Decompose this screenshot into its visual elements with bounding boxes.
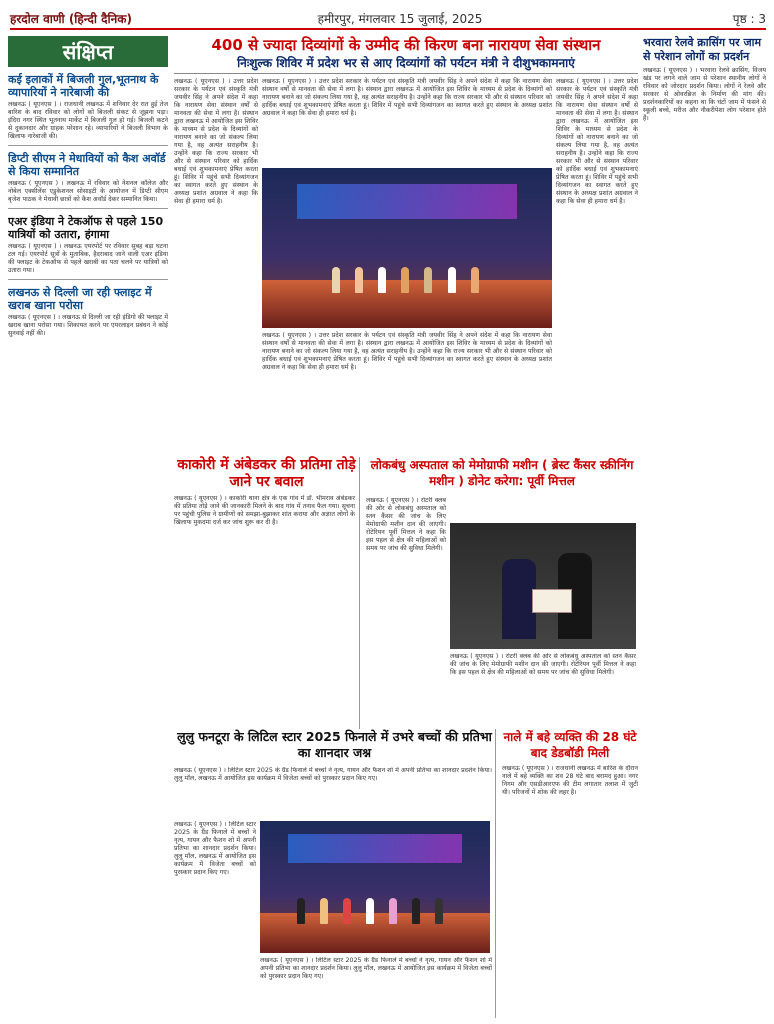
person-figure <box>389 898 397 924</box>
brief-body: लखनऊ ( यूएनएस ) । लखनऊ से दिल्ली जा रही इंडिगो की फ्लाइट में खराब खाना परोसा गया। शिकायत करने पर एयरलाइन प्रबंधन ने कोई सुनवाई नहीं की। <box>8 314 168 337</box>
dateline: हमीरपुर, मंगलवार 15 जुलाई, 2025 <box>317 11 483 26</box>
divider <box>8 208 168 209</box>
lulu-body-lower: लखनऊ ( यूएनएस ) । लिटिल स्टार 2025 के ग्रैंड फिनाले में बच्चों ने नृत्य, गायन और फैशन शो में अपनी प्रतिभा का शानदार प्रदर्शन किया। लुलु मॉल, लखनऊ में आयोजित इस कार्यक्रम में विजेता बच्चों को पुरस्कार प्रदान किए गए। <box>260 957 492 980</box>
person-figure <box>332 267 340 293</box>
right-rail <box>643 36 766 1018</box>
brief-headline: डिप्टी सीएम ने मेधावियों को कैश अवॉर्ड से किया सम्मानित <box>8 152 166 178</box>
masthead <box>10 8 766 30</box>
brief-item <box>8 215 168 275</box>
main-stories <box>174 36 638 1018</box>
person-figure <box>471 267 479 293</box>
story-lulu <box>174 729 496 1018</box>
divider <box>8 145 168 146</box>
person-figure <box>435 898 443 924</box>
ambedkar-body: लखनऊ ( यूएनएस ) । काकोरी थाना क्षेत्र के एक गांव में डॉ. भीमराव अंबेडकर की प्रतिमा तोड़े जाने की जानकारी मिलने के बाद गांव में तनाव फैल गया। सूचना पर पहुंची पुलिस ने ग्रामीणों को समझा-बुझाकर शांत कराया और अज्ञात लोगों के खिलाफ मुकदमा दर्ज कर जांच शुरू कर दी है। <box>174 495 355 526</box>
lead-body-top: लखनऊ ( यूएनएस ) । उत्तर प्रदेश सरकार के पर्यटन एवं संस्कृति मंत्री जयवीर सिंह ने अपने संदेश में कहा कि नारायण सेवा संस्थान वर्षों से मानवता की सेवा में लगा है। संस्थान द्वारा लखनऊ में आयोजित इस शिविर के माध्यम से प्रदेश के दिव्यांगों को नारायण बनाने का जो संकल्प लिया गया है, वह अत्यंत सराहनीय है। उन्होंने कहा कि राज्य सरकार भी और से संस्थान परिवार को हार्दिक बधाई एवं शुभकामनाएं प्रेषित करता हूं। शिविर में पहुंचे सभी दिव्यांगजन का स्वागत करते हुए संस्थान के अध्यक्ष प्रशांत अग्रवाल ने कहा कि सेवा ही हमारा धर्म है। <box>262 78 552 117</box>
person-figure <box>366 898 374 924</box>
story-drain <box>502 729 638 1018</box>
page-number: पृष्ठ : 3 <box>732 11 766 26</box>
drain-body: लखनऊ ( यूएनएस ) । राजधानी लखनऊ में बारिश के दौरान नाले में बहे व्यक्ति का शव 28 घंटे बाद बरामद हुआ। नगर निगम और एसडीआरएफ की टीम लगातार तलाश में जुटी थी। परिजनों में शोक की लहर है। <box>502 765 638 796</box>
hospital-photo <box>450 523 636 649</box>
section-tag: संक्षिप्त <box>8 36 168 67</box>
brief-body: लखनऊ ( यूएनएस ) । लखनऊ एयरपोर्ट पर रविवार सुबह बड़ा घटना टल गई। एयरपोर्ट सूत्रों के मुताबिक, हैदराबाद जाने वाली एअर इंडिया की फ्लाइट के टेकऑफ से पहले खराबी का पता चलने पर यात्रियों को उतारा गया। <box>8 243 168 274</box>
drain-headline: नाले में बहे व्यक्ति की 28 घंटे बाद डेडबॉडी मिली <box>503 730 637 760</box>
brief-item <box>8 73 168 141</box>
person-figure <box>378 267 386 293</box>
brief-headline: एअर इंडिया ने टेकऑफ से पहले 150 यात्रियों को उतारा, हंगामा <box>8 215 164 241</box>
ambedkar-headline: काकोरी में अंबेडकर की प्रतिमा तोड़े जाने पर बवाल <box>177 457 356 490</box>
person-figure <box>424 267 432 293</box>
lead-body-bottom: लखनऊ ( यूएनएस ) । उत्तर प्रदेश सरकार के पर्यटन एवं संस्कृति मंत्री जयवीर सिंह ने अपने संदेश में कहा कि नारायण सेवा संस्थान वर्षों से मानवता की सेवा में लगा है। संस्थान द्वारा लखनऊ में आयोजित इस शिविर के माध्यम से प्रदेश के दिव्यांगों को नारायण बनाने का जो संकल्प लिया गया है, वह अत्यंत सराहनीय है। उन्होंने कहा कि राज्य सरकार भी और से संस्थान परिवार को हार्दिक बधाई एवं शुभकामनाएं प्रेषित करता हूं। शिविर में पहुंचे सभी दिव्यांगजन का स्वागत करते हुए संस्थान के अध्यक्ष प्रशांत अग्रवाल ने कहा कि सेवा ही हमारा धर्म है। <box>262 332 552 371</box>
lead-headline: 400 से ज्यादा दिव्यांगों के उम्मीद की किरण बना नारायण सेवा संस्थान <box>211 36 601 54</box>
newspaper-name: हरदोल वाणी (हिन्दी दैनिक) <box>10 11 132 26</box>
brief-body: लखनऊ ( यूएनएस ) । लखनऊ में रविवार को नेशनल कॉलेज और नोबेल एक्सीलेंस एडुकेशनल सोसाइटी के आयोजन में डिप्टी सीएम बृजेश पाठक ने मेधावी छात्रों को कैश अवॉर्ड देकर सम्मानित किया। <box>8 180 168 203</box>
divider <box>8 279 168 280</box>
certificate <box>532 589 572 613</box>
person-figure <box>401 267 409 293</box>
lower-stories <box>174 729 638 1018</box>
story-hospital <box>366 457 638 729</box>
lulu-headline: लुलु फनटूरा के लिटिल स्टार 2025 फिनाले में उभरे बच्चों की प्रतिभा का शानदार जश्न <box>177 729 492 760</box>
lulu-photo <box>260 821 490 953</box>
hospital-body: लखनऊ ( यूएनएस ) । रोटरी क्लब की ओर से लोकबंधु अस्पताल को स्तन कैंसर की जांच के लिए मेमोग्राफी मशीन दान की जाएगी। रोटेरियन पूर्वी मित्तल ने कहा कि इस पहल से क्षेत्र की महिलाओं को समय पर जांच की सुविधा मिलेगी। <box>366 497 446 552</box>
brief-headline: लखनऊ से दिल्ली जा रही फ्लाइट में खराब खाना परोसा <box>8 286 152 312</box>
person-figure <box>448 267 456 293</box>
story-ambedkar <box>174 457 360 729</box>
stage-banner <box>297 184 517 219</box>
person-figure <box>343 898 351 924</box>
lulu-body: लखनऊ ( यूएनएस ) । लिटिल स्टार 2025 के ग्रैंड फिनाले में बच्चों ने नृत्य, गायन और फैशन शो में अपनी प्रतिभा का शानदार प्रदर्शन किया। लुलु मॉल, लखनऊ में आयोजित इस कार्यक्रम में विजेता बच्चों को पुरस्कार प्रदान किए गए। <box>174 767 492 782</box>
person-figure <box>355 267 363 293</box>
person-figure <box>320 898 328 924</box>
mid-stories <box>174 457 638 729</box>
lulu-body-col: लखनऊ ( यूएनएस ) । लिटिल स्टार 2025 के ग्रैंड फिनाले में बच्चों ने नृत्य, गायन और फैशन शो में अपनी प्रतिभा का शानदार प्रदर्शन किया। लुलु मॉल, लखनऊ में आयोजित इस कार्यक्रम में विजेता बच्चों को पुरस्कार प्रदान किए गए। <box>174 821 256 876</box>
lead-subheadline: निःशुल्क शिविर में प्रदेश भर से आए दिव्यांगों को पर्यटन मंत्री ने दीशुभकामनाएं <box>174 55 638 74</box>
person-figure <box>412 898 420 924</box>
brief-column <box>8 36 168 1018</box>
lead-body-right: लखनऊ ( यूएनएस ) । उत्तर प्रदेश सरकार के पर्यटन एवं संस्कृति मंत्री जयवीर सिंह ने अपने संदेश में कहा कि नारायण सेवा संस्थान वर्षों से मानवता की सेवा में लगा है। संस्थान द्वारा लखनऊ में आयोजित इस शिविर के माध्यम से प्रदेश के दिव्यांगों को नारायण बनाने का जो संकल्प लिया गया है, वह अत्यंत सराहनीय है। उन्होंने कहा कि राज्य सरकार भी और से संस्थान परिवार को हार्दिक बधाई एवं शुभकामनाएं प्रेषित करता हूं। शिविर में पहुंचे सभी दिव्यांगजन का स्वागत करते हुए संस्थान के अध्यक्ष प्रशांत अग्रवाल ने कहा कि सेवा ही हमारा धर्म है। <box>556 78 638 205</box>
brief-body: लखनऊ ( यूएनएस ) । राजधानी लखनऊ में शनिवार देर रात हुई तेज बारिश के बाद रविवार को लोगों को बिजली संकट से जूझना पड़ा। इंदिरा नगर स्थित भूतनाथ मार्केट में बिजली गुल हो गई। बिजली कटने से दुकानदार और ग्राहक परेशान रहे। व्यापारियों ने बिजली विभाग के खिलाफ नारेबाजी की। <box>8 101 168 140</box>
brief-item <box>8 286 168 338</box>
lead-body-col: लखनऊ ( यूएनएस ) । उत्तर प्रदेश सरकार के पर्यटन एवं संस्कृति मंत्री जयवीर सिंह ने अपने संदेश में कहा कि नारायण सेवा संस्थान वर्षों से मानवता की सेवा में लगा है। संस्थान द्वारा लखनऊ में आयोजित इस शिविर के माध्यम से प्रदेश के दिव्यांगों को नारायण बनाने का जो संकल्प लिया गया है, वह अत्यंत सराहनीय है। उन्होंने कहा कि राज्य सरकार भी और से संस्थान परिवार को हार्दिक बधाई एवं शुभकामनाएं प्रेषित करता हूं। शिविर में पहुंचे सभी दिव्यांगजन का स्वागत करते हुए संस्थान के अध्यक्ष प्रशांत अग्रवाल ने कहा कि सेवा ही हमारा धर्म है। <box>174 78 258 205</box>
hospital-body-lower: लखनऊ ( यूएनएस ) । रोटरी क्लब की ओर से लोकबंधु अस्पताल को स्तन कैंसर की जांच के लिए मेमोग्राफी मशीन दान की जाएगी। रोटेरियन पूर्वी मित्तल ने कहा कि इस पहल से क्षेत्र की महिलाओं को समय पर जांच की सुविधा मिलेगी। <box>450 653 636 676</box>
brief-headline: कई इलाकों में बिजली गुल,भूतनाथ के व्यापारियों ने नारेबाजी की <box>8 73 159 99</box>
stage-floor <box>260 913 490 953</box>
person-figure <box>297 898 305 924</box>
stage-banner <box>288 834 463 863</box>
rail-headline: भरवारा रेलवे क्रासिंग पर जाम से परेशान लोगों का प्रदर्शन <box>643 36 762 63</box>
brief-item <box>8 152 168 204</box>
lead-photo <box>262 168 552 328</box>
hospital-headline: लोकबंधु अस्पताल को मेमोग्राफी मशीन ( ब्रेस्ट कैंसर स्क्रीनिंग मशीन ) डोनेट करेगा: पूर्वी मित्तल <box>370 458 634 488</box>
rail-body: लखनऊ ( यूएनएस ) । भरवारा रेलवे क्रासिंग, विजय खंड पर लगने वाले जाम से परेशान स्थानीय लोगों ने रविवार को जोरदार प्रदर्शन किया। लोगों ने रेलवे और सरकार से ओवरब्रिज के निर्माण की मांग की। प्रदर्शनकारियों का कहना था कि घंटों जाम में फंसने से स्कूली बच्चे, मरीज और नौकरीपेशा लोग परेशान होते हैं। <box>643 67 766 122</box>
